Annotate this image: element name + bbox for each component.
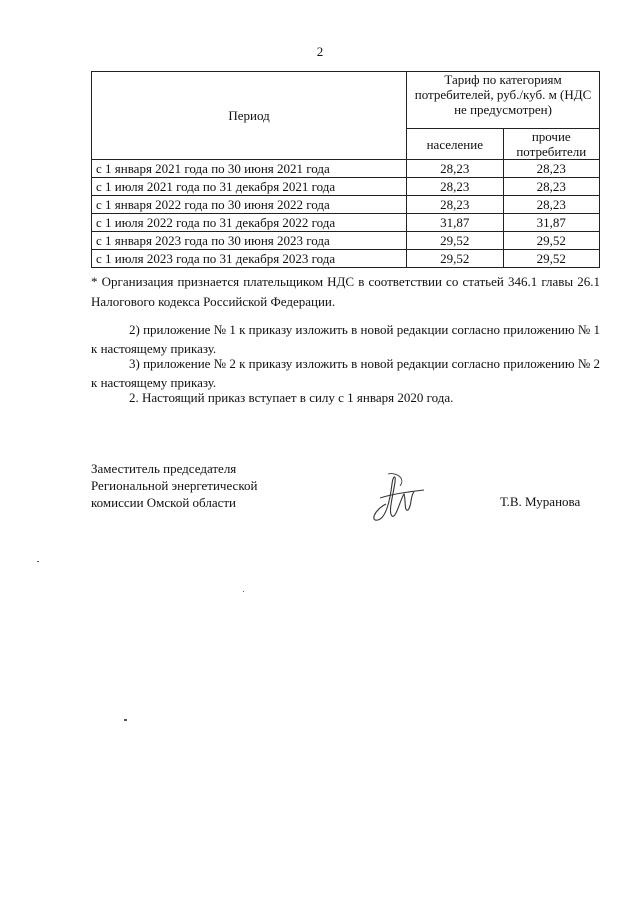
cell-period: с 1 июля 2021 года по 31 декабря 2021 года bbox=[92, 178, 407, 196]
cell-period: с 1 июля 2022 года по 31 декабря 2022 года bbox=[92, 214, 407, 232]
handwritten-signature bbox=[366, 470, 436, 531]
cell-other: 29,52 bbox=[503, 250, 599, 268]
cell-population: 31,87 bbox=[407, 214, 503, 232]
scan-speck bbox=[243, 591, 244, 592]
cell-other: 29,52 bbox=[503, 232, 599, 250]
header-tariff: Тариф по категориям потребителей, руб./куб. м (НДС не предусмотрен) bbox=[407, 72, 600, 129]
cell-period: с 1 января 2022 года по 30 июня 2022 года bbox=[92, 196, 407, 214]
table-row bbox=[92, 160, 600, 178]
cell-population: 28,23 bbox=[407, 160, 503, 178]
cell-other: 28,23 bbox=[503, 196, 599, 214]
header-other: прочие потребители bbox=[503, 129, 599, 160]
signer-position bbox=[91, 460, 257, 511]
cell-population: 29,52 bbox=[407, 250, 503, 268]
cell-population: 28,23 bbox=[407, 196, 503, 214]
cell-period: с 1 января 2021 года по 30 июня 2021 года bbox=[92, 160, 407, 178]
cell-other: 28,23 bbox=[503, 160, 599, 178]
table-row bbox=[92, 178, 600, 196]
table-row bbox=[92, 250, 600, 268]
paragraph-effective-date bbox=[91, 388, 600, 407]
table-row bbox=[92, 232, 600, 250]
signer-name: Т.В. Муранова bbox=[500, 494, 581, 509]
cell-population: 29,52 bbox=[407, 232, 503, 250]
vat-footnote: * Организация признается плательщиком НДС в соответствии со статьей 346.1 главы 26.1 Налогового кодекса Российской Федерации. bbox=[91, 274, 600, 309]
cell-period: с 1 июля 2023 года по 31 декабря 2023 года bbox=[92, 250, 407, 268]
cell-period: с 1 января 2023 года по 30 июня 2023 года bbox=[92, 232, 407, 250]
table-row bbox=[92, 196, 600, 214]
page-number: 2 bbox=[316, 44, 324, 59]
signer-line: Заместитель председателя bbox=[91, 461, 237, 476]
cell-other: 31,87 bbox=[503, 214, 599, 232]
table-header-row bbox=[92, 72, 600, 129]
scan-speck bbox=[124, 719, 127, 721]
paragraph-appendix-2 bbox=[91, 354, 600, 392]
tariff-table bbox=[91, 71, 600, 268]
header-population: население bbox=[407, 129, 503, 160]
table-row bbox=[92, 214, 600, 232]
cell-population: 28,23 bbox=[407, 178, 503, 196]
paragraph-text: 3) приложение № 2 к приказу изложить в новой редакции согласно приложению № 2 к настоящему приказу. bbox=[91, 356, 600, 390]
scan-speck bbox=[37, 561, 39, 562]
cell-other: 28,23 bbox=[503, 178, 599, 196]
paragraph-appendix-1 bbox=[91, 320, 600, 358]
paragraph-text: 2. Настоящий приказ вступает в силу с 1 января 2020 года. bbox=[129, 390, 454, 405]
header-period: Период bbox=[92, 72, 407, 160]
signer-line: Региональной энергетической bbox=[91, 478, 258, 493]
signer-line: комиссии Омской области bbox=[91, 495, 236, 510]
paragraph-text: 2) приложение № 1 к приказу изложить в новой редакции согласно приложению № 1 к настоящему приказу. bbox=[91, 322, 600, 356]
